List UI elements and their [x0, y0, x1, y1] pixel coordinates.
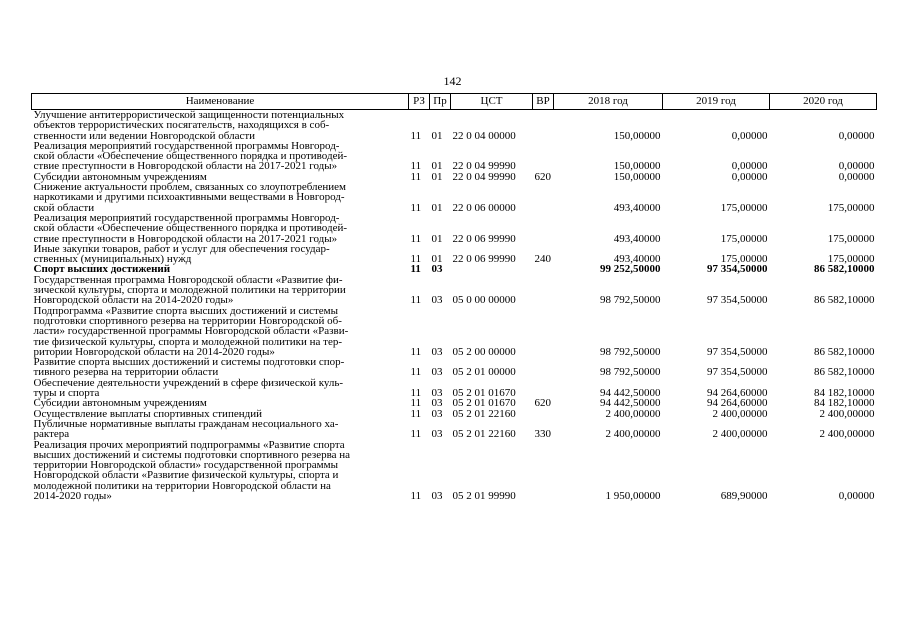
row-value-2018: 2 400,00000 [605, 428, 661, 441]
row-vr [533, 264, 554, 274]
row-value-2020: 86 582,10000 [814, 345, 875, 358]
row-value-2019: 97 354,50000 [707, 263, 768, 276]
row-pr: 03 [431, 263, 443, 276]
header-name: Наименование [32, 94, 409, 110]
row-value-2019: 175,00000 [720, 201, 768, 214]
row-rz: 11 [410, 129, 422, 142]
row-pr: 03 [431, 387, 443, 400]
row-rz: 11 [410, 366, 422, 379]
row-cst: 22 0 06 00000 [452, 201, 516, 214]
row-value-2019: 2 400,00000 [712, 407, 768, 420]
budget-table [31, 93, 877, 501]
row-rz: 11 [410, 232, 422, 245]
row-value-2020: 86 582,10000 [814, 263, 875, 276]
header-2018: 2018 год [554, 94, 663, 110]
row-pr: 03 [431, 489, 443, 502]
row-name-line: туры и спорта [33, 387, 100, 400]
row-name-line: Субсидии автономным учреждениям [33, 170, 207, 183]
row-value-2020: 175,00000 [827, 232, 875, 245]
row-pr: 01 [431, 129, 443, 142]
row-cst: 22 0 04 00000 [452, 129, 516, 142]
row-value-2020: 2 400,00000 [819, 407, 875, 420]
table-row [32, 306, 877, 357]
row-value-2020: 84 182,10000 [814, 387, 875, 400]
row-vr [533, 213, 554, 244]
table-body [32, 110, 877, 502]
header-row [32, 94, 877, 110]
row-name-line: зической культуры, спорта и молодежной политики на территории [33, 284, 346, 297]
row-rz: 11 [410, 407, 422, 420]
row-name-line: ствие преступности в Новгородской области на 2017-2021 годы» [33, 232, 338, 245]
row-vr [533, 440, 554, 502]
row-value-2019: 94 264,60000 [707, 387, 768, 400]
row-vr: 330 [534, 428, 551, 441]
row-value-2020: 175,00000 [827, 253, 875, 266]
row-name-line: ствие преступности в Новгородской области на 2017-2021 годы» [33, 160, 338, 173]
row-vr [533, 357, 554, 378]
row-name [32, 357, 409, 378]
row-vr [533, 182, 554, 213]
row-vr [533, 378, 554, 399]
row-value-2019: 97 354,50000 [707, 345, 768, 358]
row-name-line: Развитие спорта высших достижений и системы подготовки спор- [33, 356, 345, 369]
row-value-2019: 0,00000 [731, 160, 768, 173]
row-cst: 05 2 01 00000 [452, 366, 516, 379]
row-name-line: ской области [33, 201, 95, 214]
row-name-line: Спорт высших достижений [33, 263, 171, 276]
row-value-2019: 94 264,60000 [707, 397, 768, 410]
row-pr: 03 [431, 428, 443, 441]
row-cst: 05 2 01 22160 [452, 428, 516, 441]
row-rz: 11 [410, 253, 422, 266]
row-vr: 620 [534, 397, 551, 410]
row-value-2019: 175,00000 [720, 232, 768, 245]
row-name-line: ритории Новгородской области на 2014-2020 годы» [33, 345, 275, 358]
row-rz: 11 [410, 489, 422, 502]
row-name [32, 110, 409, 141]
table-row [32, 213, 877, 244]
row-vr [533, 141, 554, 172]
row-cst: 22 0 06 99990 [452, 232, 516, 245]
row-pr: 01 [431, 232, 443, 245]
table-row [32, 141, 877, 172]
row-value-2019: 97 354,50000 [707, 294, 768, 307]
row-pr: 03 [431, 407, 443, 420]
row-value-2019: 2 400,00000 [712, 428, 768, 441]
row-name-line: высших достижений и системы подготовки спортивного резерва на [33, 448, 351, 461]
row-cst: 05 2 01 22160 [452, 407, 516, 420]
row-cst: 05 2 00 00000 [452, 345, 516, 358]
row-name-line: наркотиками и другими психоактивными веществами в Новгород- [33, 191, 345, 204]
row-value-2018: 493,40000 [613, 253, 661, 266]
row-cst: 05 0 00 00000 [452, 294, 516, 307]
row-pr: 01 [431, 170, 443, 183]
row-vr [533, 275, 554, 306]
row-vr: 240 [534, 253, 551, 266]
row-value-2018: 94 442,50000 [600, 397, 661, 410]
row-value-2018: 150,00000 [613, 129, 661, 142]
row-rz: 11 [410, 201, 422, 214]
row-value-2020: 84 182,10000 [814, 397, 875, 410]
table-row [32, 440, 877, 502]
row-name-line: Реализация мероприятий государственной программы Новгород- [33, 139, 340, 152]
row-name-line: Субсидии автономным учреждениям [33, 397, 207, 410]
row-name-line: Снижение актуальности проблем, связанных со злоупотреблением [33, 181, 347, 194]
row-name-line: Новгородской области на 2014-2020 годы» [33, 294, 234, 307]
row-value-2020: 0,00000 [838, 489, 875, 502]
row-name-line: ственных (муниципальных) нужд [33, 253, 192, 266]
row-cst [451, 264, 533, 274]
row-rz: 11 [410, 294, 422, 307]
row-name-line: ласти» государственной программы Новгородской области «Разви- [33, 325, 349, 338]
row-name-line: территории Новгородской области» государственной программы [33, 459, 338, 472]
row-name-line: ской области «Обеспечение общественного порядка и противодей- [33, 222, 348, 235]
header-pr: Пр [430, 94, 451, 110]
row-name-line: Публичные нормативные выплаты гражданам несоциального ха- [33, 417, 339, 430]
row-value-2018: 493,40000 [613, 232, 661, 245]
row-name-line: ственности или ведении Новгородской области [33, 129, 256, 142]
row-rz: 11 [410, 387, 422, 400]
row-name-line: Государственная программа Новгородской области «Развитие фи- [33, 273, 343, 286]
table-row [32, 357, 877, 378]
page-number: 142 [443, 74, 462, 88]
table-row [32, 275, 877, 306]
row-name [32, 306, 409, 357]
header-rz: РЗ [409, 94, 430, 110]
row-pr: 03 [431, 397, 443, 410]
row-name-line: молодежной политики на территории Новгородской области на [33, 479, 331, 492]
row-value-2018: 98 792,50000 [600, 366, 661, 379]
row-cst: 22 0 04 99990 [452, 160, 516, 173]
row-cst: 05 2 01 01670 [452, 387, 516, 400]
row-rz: 11 [410, 170, 422, 183]
row-rz: 11 [410, 263, 421, 276]
row-cst: 22 0 04 99990 [452, 170, 516, 183]
row-value-2018: 493,40000 [613, 201, 661, 214]
row-name-line: рактера [33, 428, 70, 441]
row-name-line: Обеспечение деятельности учреждений в сфере физической куль- [33, 376, 344, 389]
row-vr: 620 [534, 170, 551, 183]
row-value-2018: 2 400,00000 [605, 407, 661, 420]
row-name-line: ской области «Обеспечение общественного порядка и противодей- [33, 150, 348, 163]
table-row [32, 110, 877, 141]
row-name [32, 141, 409, 172]
row-vr [533, 110, 554, 141]
row-value-2018: 1 950,00000 [605, 489, 661, 502]
table-row [32, 182, 877, 213]
row-rz: 11 [410, 397, 422, 410]
row-pr: 01 [431, 160, 443, 173]
row-cst: 05 2 01 99990 [452, 489, 516, 502]
row-name-line: объектов террористических посягательств, находящихся в соб- [33, 119, 330, 132]
row-name [32, 378, 409, 399]
row-pr: 01 [431, 201, 443, 214]
row-cst: 22 0 06 99990 [452, 253, 516, 266]
row-name-line: тие физической культуры, спорта и молодежной политики на тер- [33, 335, 342, 348]
row-value-2019: 175,00000 [720, 253, 768, 266]
row-pr: 01 [431, 253, 443, 266]
header-vr: ВР [533, 94, 554, 110]
row-name [32, 440, 409, 502]
row-name [32, 275, 409, 306]
row-name-line: Подпрограмма «Развитие спорта высших достижений и системы [33, 304, 339, 317]
row-value-2020: 2 400,00000 [819, 428, 875, 441]
header-2019: 2019 год [663, 94, 770, 110]
row-rz: 11 [410, 160, 422, 173]
row-vr [533, 409, 554, 419]
table-row [32, 244, 877, 265]
row-value-2018: 150,00000 [613, 160, 661, 173]
row-value-2020: 86 582,10000 [814, 294, 875, 307]
row-name-line: Реализация прочих мероприятий подпрограммы «Развитие спорта [33, 438, 345, 451]
row-name [32, 213, 409, 244]
row-value-2018: 99 252,50000 [600, 263, 661, 276]
row-rz: 11 [410, 345, 422, 358]
row-value-2018: 98 792,50000 [600, 345, 661, 358]
row-name-line: Осуществление выплаты спортивных стипендий [33, 407, 262, 420]
row-value-2019: 97 354,50000 [707, 366, 768, 379]
row-cst: 05 2 01 01670 [452, 397, 516, 410]
row-name-line: подготовки спортивного резерва на территории Новгородской об- [33, 314, 342, 327]
row-pr: 03 [431, 294, 443, 307]
row-name-line: тивного резерва на территории области [33, 366, 219, 379]
row-name [32, 182, 409, 213]
row-value-2019: 0,00000 [731, 129, 768, 142]
row-value-2019: 689,90000 [720, 489, 768, 502]
row-value-2020: 175,00000 [827, 201, 875, 214]
row-value-2020: 0,00000 [838, 160, 875, 173]
table-row [32, 378, 877, 399]
row-vr [533, 306, 554, 357]
row-value-2020: 0,00000 [838, 129, 875, 142]
row-name [32, 419, 409, 440]
header-2020: 2020 год [770, 94, 877, 110]
row-name [32, 244, 409, 265]
row-value-2018: 94 442,50000 [600, 387, 661, 400]
row-value-2018: 98 792,50000 [600, 294, 661, 307]
row-name-line: Реализация мероприятий государственной программы Новгород- [33, 211, 340, 224]
row-value-2020: 86 582,10000 [814, 366, 875, 379]
table-row [32, 419, 877, 440]
row-name-line: Новгородской области «Развитие физической культуры, спорта и [33, 469, 339, 482]
row-name-line: 2014-2020 годы» [33, 489, 112, 502]
row-pr: 03 [431, 345, 443, 358]
row-rz: 11 [410, 428, 422, 441]
header-cst: ЦСТ [451, 94, 533, 110]
row-value-2020: 0,00000 [838, 170, 875, 183]
row-name-line: Иные закупки товаров, работ и услуг для обеспечения государ- [33, 242, 330, 255]
row-value-2018: 150,00000 [613, 170, 661, 183]
row-value-2019: 0,00000 [731, 170, 768, 183]
row-name-line: Улучшение антитеррористической защищенности потенциальных [33, 109, 345, 121]
row-pr: 03 [431, 366, 443, 379]
